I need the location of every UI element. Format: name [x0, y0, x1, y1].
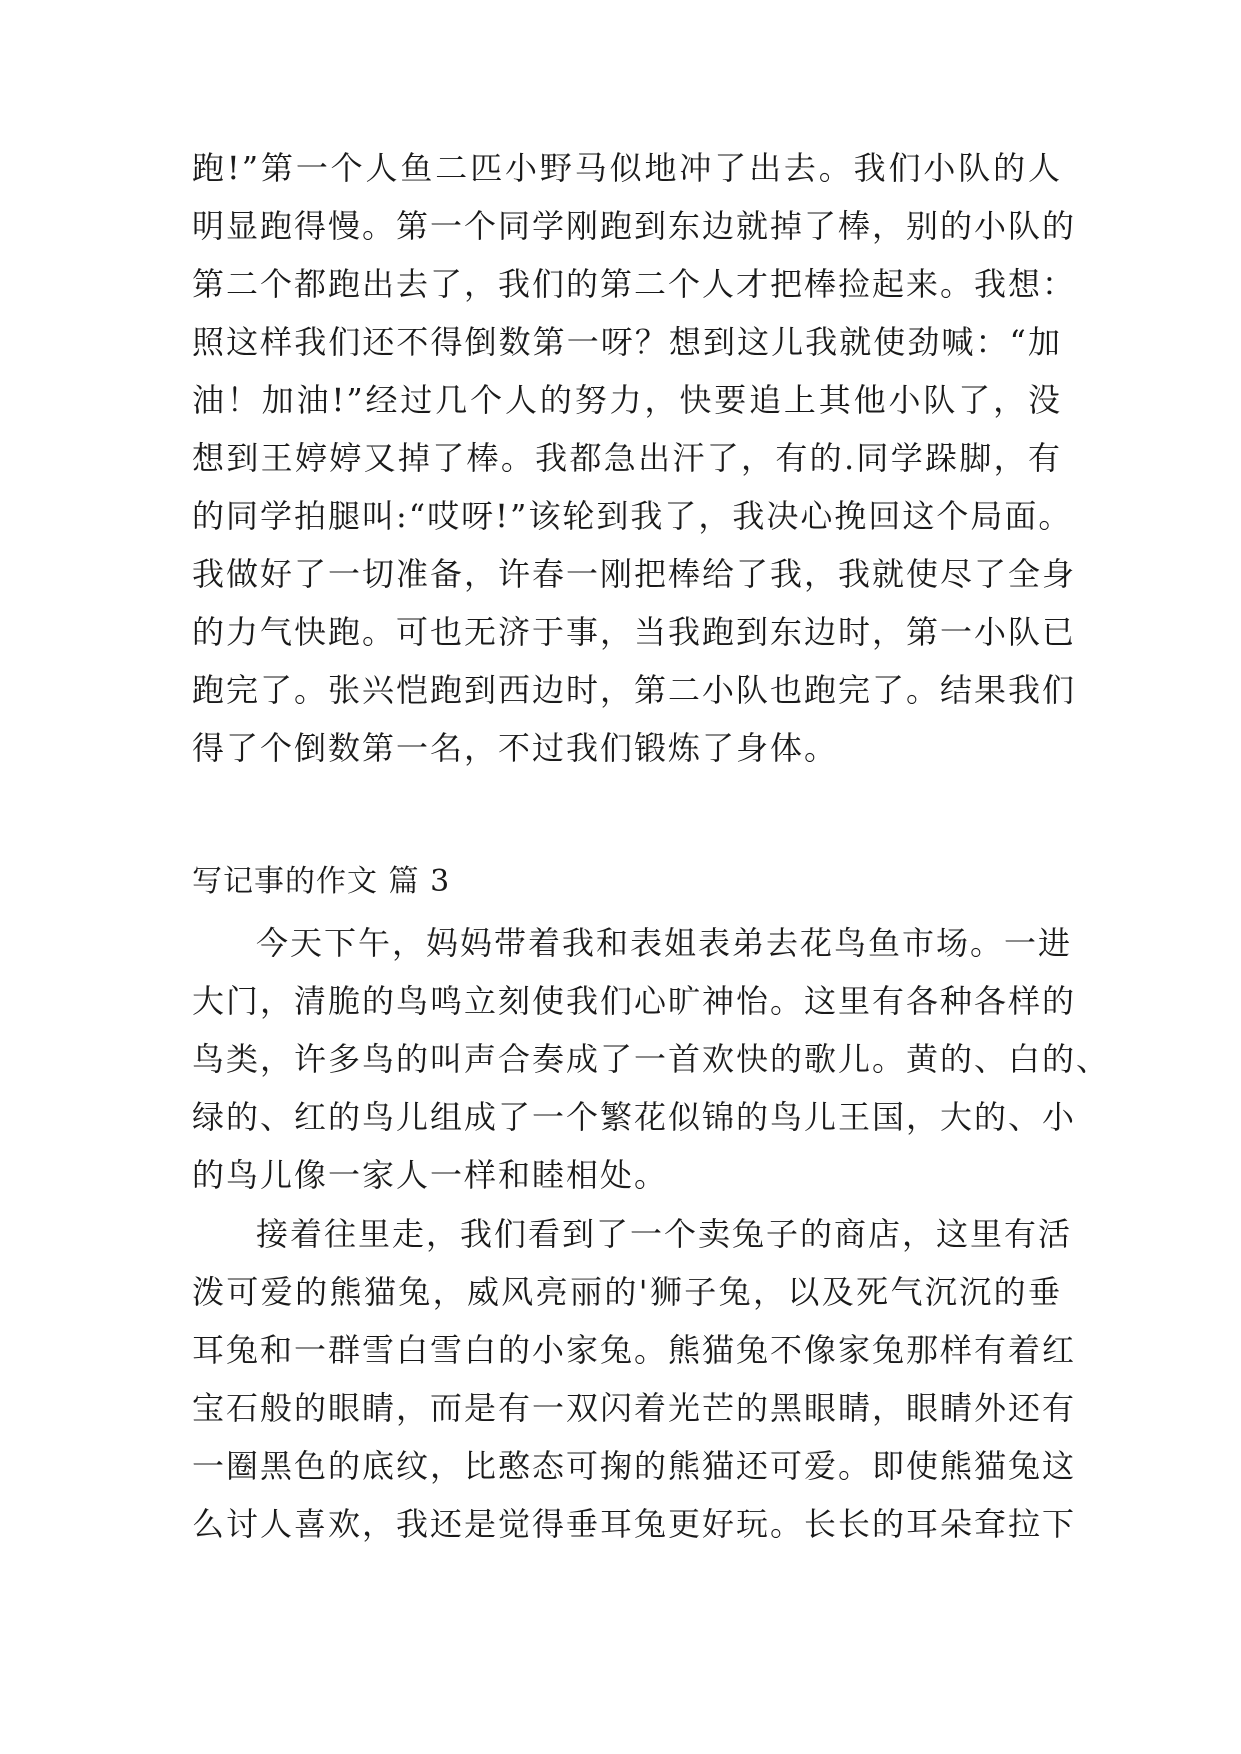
- text-line: 绿的、红的鸟儿组成了一个繁花似锦的鸟儿王国，大的、小: [192, 1098, 1077, 1136]
- text-line: 明显跑得慢。第一个同学刚跑到东边就掉了棒，别的小队的: [192, 207, 1077, 245]
- text-line-indented: 接着往里走，我们看到了一个卖兔子的商店，这里有活: [256, 1215, 1073, 1253]
- text-line: 油！加油!”经过几个人的努力，快要追上其他小队了，没: [192, 381, 1062, 419]
- text-line: 的同学拍腿叫:“哎呀!”该轮到我了，我决心挽回这个局面。: [192, 497, 1073, 535]
- text-line: 第二个都跑出去了，我们的第二个人才把棒捡起来。我想：: [192, 265, 1077, 303]
- text-line: 一圈黑色的底纹，比憨态可掬的熊猫还可爱。即使熊猫兔这: [192, 1447, 1077, 1485]
- text-line: 得了个倒数第一名，不过我们锻炼了身体。: [192, 729, 839, 767]
- text-line: 泼可爱的熊猫兔，威风亮丽的'狮子兔，以及死气沉沉的垂: [192, 1273, 1062, 1311]
- section-heading: 写记事的作文 篇 3: [192, 864, 451, 899]
- text-line: 照这样我们还不得倒数第一呀？想到这儿我就使劲喊：“加: [192, 323, 1062, 361]
- text-line: 么讨人喜欢，我还是觉得垂耳兔更好玩。长长的耳朵耷拉下: [192, 1505, 1077, 1543]
- text-line: 耳兔和一群雪白雪白的小家兔。熊猫兔不像家兔那样有着红: [192, 1331, 1077, 1369]
- text-line: 鸟类，许多鸟的叫声合奏成了一首欢快的歌儿。黄的、白的、: [192, 1040, 1111, 1078]
- text-line: 想到王婷婷又掉了棒。我都急出汗了，有的.同学跺脚，有: [192, 439, 1062, 477]
- text-line: 的力气快跑。可也无济于事，当我跑到东边时，第一小队已: [192, 613, 1077, 651]
- text-line: 跑!”第一个人鱼二匹小野马似地冲了出去。我们小队的人: [192, 149, 1062, 187]
- text-line: 我做好了一切准备，许春一刚把棒给了我，我就使尽了全身: [192, 555, 1077, 593]
- text-line: 的鸟儿像一家人一样和睦相处。: [192, 1156, 669, 1194]
- text-line: 宝石般的眼睛，而是有一双闪着光芒的黑眼睛，眼睛外还有: [192, 1389, 1077, 1427]
- text-line: 大门，清脆的鸟鸣立刻使我们心旷神怡。这里有各种各样的: [192, 982, 1077, 1020]
- text-line: 跑完了。张兴恺跑到西边时，第二小队也跑完了。结果我们: [192, 671, 1077, 709]
- text-line-indented: 今天下午，妈妈带着我和表姐表弟去花鸟鱼市场。一进: [256, 924, 1073, 962]
